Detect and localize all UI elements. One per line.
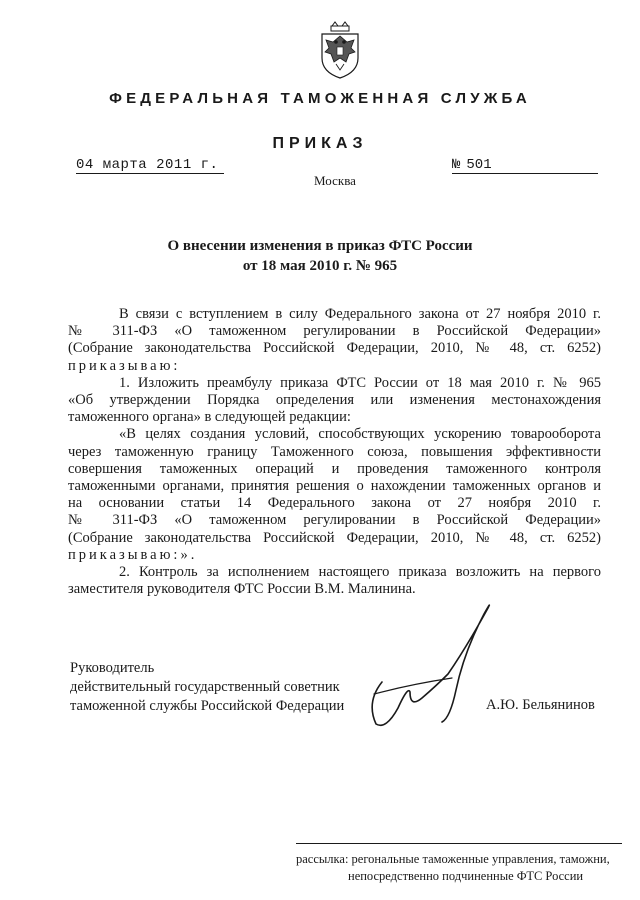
signer-title-line: действительный государственный советник <box>70 679 340 695</box>
signer-title <box>70 659 370 716</box>
body-line: 1. Изложить преамбулу приказа ФТС России от 18 мая 2010 г. № 965 <box>119 374 601 391</box>
quote-line: совершения таможенных операций и проведения таможенного контроля <box>68 460 601 477</box>
body-line: таможенного органа» в следующей редакции: <box>68 409 351 426</box>
order-date: 04 марта 2011 г. <box>76 157 224 174</box>
quote-directive: приказываю:». <box>68 546 198 563</box>
order-directive: приказываю: <box>68 357 181 374</box>
signer-title-line: таможенной службы Российской Федерации <box>70 698 345 714</box>
issue-city: Москва <box>314 173 356 188</box>
quote-line: через таможенную границу Таможенного союза, повышения эффективности <box>68 443 601 460</box>
body-line: № 311-ФЗ «О таможенном регулировании в Российской Федерации» <box>68 323 601 340</box>
order-number <box>452 157 598 174</box>
order-subject <box>0 236 640 276</box>
quote-line: № 311-ФЗ «О таможенном регулировании в Российской Федерации» <box>68 512 601 529</box>
quote-line: таможенными органами, принятия решения о нахождении таможенных органов и <box>68 478 601 495</box>
coat-of-arms-emblem <box>318 20 362 80</box>
quote-line: на основании статьи 14 Федерального закона от 27 ноября 2010 г. <box>68 495 601 512</box>
signer-title-line: Руководитель <box>70 660 155 676</box>
agency-name: ФЕДЕРАЛЬНАЯ ТАМОЖЕННАЯ СЛУЖБА <box>109 90 531 107</box>
quote-line: «В целях создания условий, способствующих ускорению товарооборота <box>119 426 601 443</box>
handwritten-signature <box>352 590 512 740</box>
number-sign: № <box>452 157 461 173</box>
quote-line: (Собрание законодательства Российской Федерации, 2010, № 48, ст. 6252) <box>68 529 601 546</box>
signer-name: А.Ю. Бельянинов <box>486 697 595 713</box>
distribution-divider <box>296 843 622 844</box>
order-body <box>68 306 601 598</box>
body-line: «Об утверждении Порядка определения или изменения местонахождения <box>68 392 601 409</box>
distribution-line: рассылка: регональные таможенные управления, таможни, <box>296 852 610 866</box>
body-line: В связи с вступлением в силу Федерального закона от 27 ноября 2010 г. <box>119 306 601 322</box>
subject-line: от 18 мая 2010 г. № 965 <box>242 258 398 274</box>
body-line: заместителя руководителя ФТС России В.М. Малинина. <box>68 581 416 598</box>
body-line: (Собрание законодательства Российской Федерации, 2010, № 48, ст. 6252) <box>68 340 601 357</box>
distribution-line: непосредственно подчиненные ФТС России <box>348 869 584 883</box>
document-type-title: ПРИКАЗ <box>272 135 368 152</box>
subject-line: О внесении изменения в приказ ФТС России <box>167 238 473 254</box>
distribution-list <box>296 851 622 885</box>
order-number-value: 501 <box>466 157 492 173</box>
body-line: 2. Контроль за исполнением настоящего приказа возложить на первого <box>119 564 601 581</box>
